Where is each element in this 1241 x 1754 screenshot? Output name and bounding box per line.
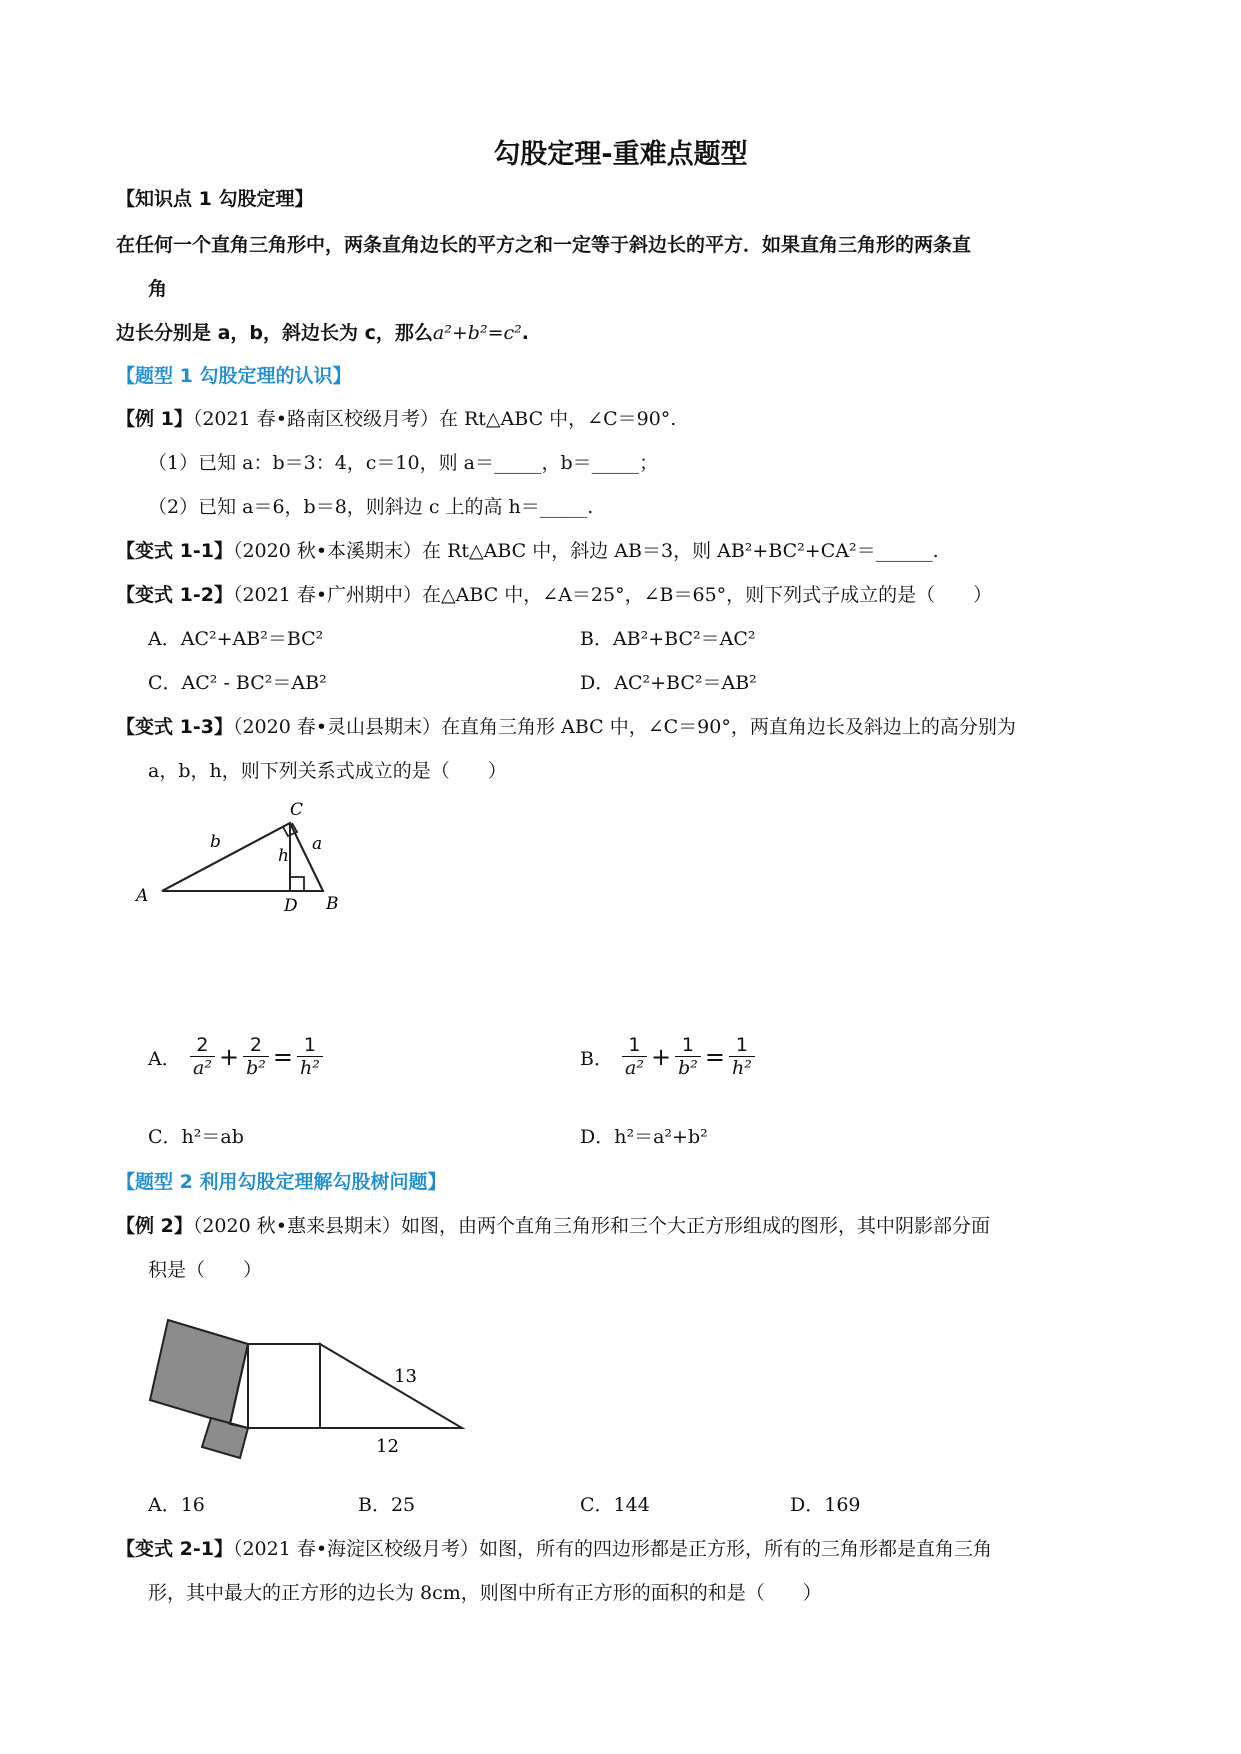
variant-1-2-text: （2021 春•广州期中）在△ABC 中，∠A＝25°，∠B＝65°，则下列式子成立的是（ ） [232,584,993,606]
knowledge-line-3-text: 边长分别是 a，b，斜边长为 c，那么 [116,322,433,344]
variant-1-3-option-c: C．h²＝ab [148,1126,244,1148]
knowledge-heading: 【知识点 1 勾股定理】 [116,188,314,210]
variant-1-1-text: （2020 秋•本溪期末）在 Rt△ABC 中，斜边 AB＝3，则 AB²+BC²+CA²＝______. [232,540,939,562]
fraction-denominator: b² [678,1057,698,1079]
example-1-q2: （2）已知 a＝6，b＝8，则斜边 c 上的高 h＝_____. [148,496,594,518]
option-a-formula [188,1034,325,1079]
vertex-c-label: C [290,800,304,820]
variant-1-2-option-d: D．AC²+BC²＝AB² [580,672,757,694]
middle-square [248,1344,320,1428]
fraction-numerator: 2 [243,1034,269,1057]
variant-1-3-tag: 【变式 1-3】 [116,716,233,738]
pythagoras-formula: a²+b²=c² [432,322,522,344]
variant-1-2-option-a: A．AC²+AB²＝BC² [148,628,324,650]
altitude-h-label: h [278,846,289,866]
variant-1-2-tag: 【变式 1-2】 [116,584,233,606]
plus-sign: + [218,1042,240,1071]
knowledge-line-3-end: . [521,322,529,344]
option-b-formula [620,1034,757,1079]
fraction-numerator: 1 [675,1034,701,1057]
side-a-label: a [312,834,323,854]
variant-2-1-tag: 【变式 2-1】 [116,1538,233,1560]
variant-2-1-text: （2021 春•海淀区校级月考）如图，所有的四边形都是正方形，所有的三角形都是直角三角 [232,1538,993,1560]
variant-1-2-option-c: C．AC² ‐ BC²＝AB² [148,672,327,694]
leg-12-label: 12 [376,1436,399,1457]
type2-heading: 【题型 2 利用勾股定理解勾股树问题】 [116,1171,447,1193]
fraction-numerator: 2 [190,1034,215,1057]
variant-1-3-text-2: a，b，h，则下列关系式成立的是（ ） [148,760,507,782]
example-2 [116,1211,990,1238]
example-1-q1: （1）已知 a：b＝3：4，c＝10，则 a＝_____，b＝_____； [148,452,659,474]
example-1-tag: 【例 1】 [116,408,193,430]
variant-1-1 [116,536,939,563]
side-b-label: b [210,832,221,852]
option-b-letter: B． [580,1048,613,1070]
variant-2-1-text-2: 形，其中最大的正方形的边长为 8cm，则图中所有正方形的面积的和是（ ） [148,1582,822,1604]
knowledge-line-2: 角 [148,278,168,300]
page-title: 勾股定理-重难点题型 [493,139,748,170]
type1-heading: 【题型 1 勾股定理的认识】 [116,365,352,387]
fraction-denominator: b² [246,1057,266,1079]
variant-1-2 [116,580,992,607]
fraction-numerator: 1 [622,1034,647,1057]
knowledge-line-3 [116,318,529,345]
point-d-label: D [284,896,298,916]
fraction-denominator: a² [193,1057,212,1079]
variant-1-2-option-b: B．AB²+BC²＝AC² [580,628,756,650]
triangle-side-b [162,823,290,891]
equals-sign: = [704,1042,725,1071]
fraction-numerator: 1 [297,1034,323,1057]
variant-1-1-tag: 【变式 1-1】 [116,540,233,562]
shaded-square-small [202,1418,248,1458]
example-2-option-a: A．16 [148,1494,205,1516]
variant-1-3-option-b [580,1044,613,1071]
example-2-option-c: C．144 [580,1494,650,1516]
example-2-text: （2020 秋•惠来县期末）如图，由两个直角三角形和三个大正方形组成的图形，其中阴影部分面 [192,1215,990,1237]
example-1 [116,404,676,431]
variant-1-3-text: （2020 春•灵山县期末）在直角三角形 ABC 中，∠C＝90°，两直角边长及斜边上的高分别为 [232,716,1016,738]
example-2-tag: 【例 2】 [116,1215,193,1237]
example-2-option-d: D．169 [790,1494,861,1516]
knowledge-line-1: 在任何一个直角三角形中，两条直角边长的平方之和一定等于斜边长的平方．如果直角三角形的两条直 [116,234,972,256]
variant-1-3-option-a [148,1044,181,1071]
right-triangle-large [320,1344,462,1428]
variant-1-3 [116,712,1016,739]
variant-1-3-option-d: D．h²＝a²+b² [580,1126,708,1148]
example-2-option-b: B．25 [358,1494,416,1516]
option-a-letter: A． [148,1048,181,1070]
vertex-a-label: A [136,886,149,906]
fraction-denominator: h² [299,1057,320,1079]
variant-2-1 [116,1534,992,1561]
right-triangle-figure [130,795,430,930]
plus-sign: + [650,1042,672,1071]
pythagoras-squares-figure [140,1300,480,1460]
right-angle-mark-d [290,877,304,891]
equals-sign: = [272,1042,293,1071]
example-2-text-2: 积是（ ） [148,1259,263,1281]
vertex-b-label: B [326,894,339,914]
fraction-numerator: 1 [729,1034,755,1057]
example-1-text: （2021 春•路南区校级月考）在 Rt△ABC 中，∠C＝90°. [192,408,677,430]
fraction-denominator: a² [625,1057,644,1079]
hypotenuse-13-label: 13 [394,1366,417,1387]
triangle-outline [162,823,323,891]
fraction-denominator: h² [731,1057,752,1079]
